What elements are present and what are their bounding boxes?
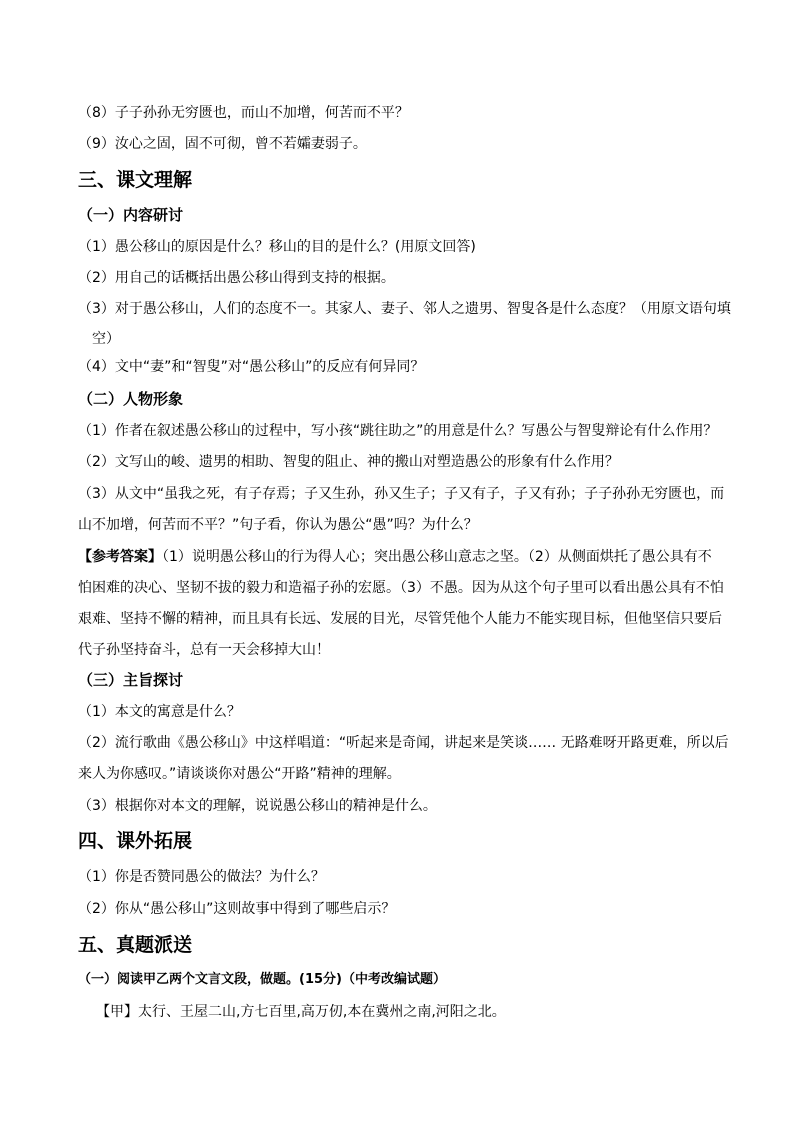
question-line: （1）作者在叙述愚公移山的过程中，写小孩“跳往助之”的用意是什么？写愚公与智叟辩论有什么作用？ bbox=[78, 423, 718, 439]
exam-intro: （一）阅读甲乙两个文言文段，做题。(15分)（中考改编试题） bbox=[78, 972, 446, 987]
question-line: （4）文中“妻”和“智叟”对“愚公移山”的反应有何异同？ bbox=[78, 359, 425, 375]
question-line: （3）从文中“虽我之死，有子存焉；子又生孙，孙又生子；子又有子，子又有孙；子子孙孙无穷匮也，而 bbox=[78, 486, 725, 502]
answer-label: 【参考答案】 bbox=[78, 549, 162, 565]
text-line: （8）子子孙孙无穷匮也，而山不加增，何苦而不平？ bbox=[78, 105, 409, 121]
question-line: （2）文写山的峻、遗男的相助、智叟的阻止、神的搬山对塑造愚公的形象有什么作用？ bbox=[78, 454, 619, 470]
subsection-heading: （三）主旨探讨 bbox=[78, 671, 184, 689]
question-line: 来人为你感叹。”请谈谈你对愚公“开路”精神的理解。 bbox=[78, 766, 401, 782]
question-line: （3）根据你对本文的理解，说说愚公移山的精神是什么。 bbox=[78, 798, 437, 814]
question-line: （2）用自己的话概括出愚公移山得到支持的根据。 bbox=[78, 270, 395, 286]
answer-line: 怕困难的决心、坚韧不拔的毅力和造福子孙的宏愿。（3）不愚。因为从这个句子里可以看出愚公具有不怕 bbox=[78, 580, 724, 596]
answer-text: （1）说明愚公移山的行为得人心；突出愚公移山意志之坚。（2）从侧面烘托了愚公具有不 bbox=[162, 549, 712, 565]
question-line: （3）对于愚公移山，人们的态度不一。其家人、妻子、邻人之遗男、智叟各是什么态度？（用原文语句填 bbox=[78, 301, 731, 317]
answer-line bbox=[78, 547, 724, 567]
question-line: （2）流行歌曲《愚公移山》中这样唱道：“听起来是奇闻，讲起来是笑谈…… 无路难呀开路更难，所以后 bbox=[78, 735, 729, 751]
subsection-heading: （一）内容研讨 bbox=[78, 206, 184, 224]
section-heading: 三、课文理解 bbox=[78, 169, 193, 191]
question-line: （1）你是否赞同愚公的做法？为什么？ bbox=[78, 869, 325, 885]
question-line: （2）你从“愚公移山”这则故事中得到了哪些启示？ bbox=[78, 901, 396, 917]
question-line: 山不加增，何苦而不平？”句子看，你认为愚公“愚”吗？为什么？ bbox=[78, 517, 478, 533]
question-line: （1）本文的寓意是什么？ bbox=[78, 704, 241, 720]
text-line: （9）汝心之固，固不可彻，曾不若孀妻弱子。 bbox=[78, 136, 367, 152]
subsection-heading: （二）人物形象 bbox=[78, 390, 184, 408]
answer-line: 代子孙坚持奋斗，总有一天会移掉大山！ bbox=[78, 642, 330, 658]
question-line: （1）愚公移山的原因是什么？移山的目的是什么？(用原文回答) bbox=[78, 239, 476, 255]
question-line: 空） bbox=[92, 331, 120, 347]
passage-line: 【甲】太行、王屋二山,方七百里,高万仞,本在冀州之南,河阳之北。 bbox=[96, 1004, 506, 1020]
section-heading: 五、真题派送 bbox=[78, 934, 193, 956]
answer-line: 艰难、坚持不懈的精神，而且具有长远、发展的目光，尽管凭他个人能力不能实现目标，但他坚信只要后 bbox=[78, 611, 722, 627]
section-heading: 四、课外拓展 bbox=[78, 830, 193, 852]
